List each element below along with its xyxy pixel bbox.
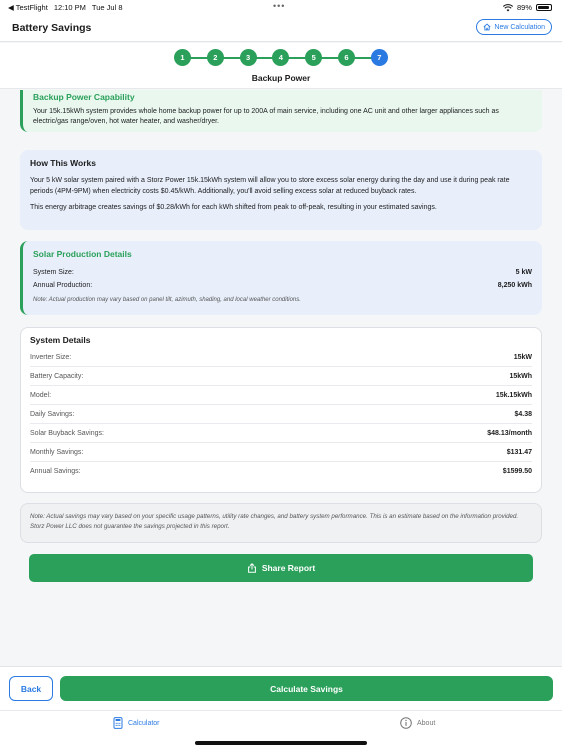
progress-stepper (0, 43, 562, 89)
system-detail-label: Solar Buyback Savings: (30, 429, 104, 437)
share-icon (247, 563, 257, 573)
page-title: Battery Savings (12, 22, 92, 34)
solar-production-title: Solar Production Details (33, 249, 132, 259)
system-detail-row (30, 386, 532, 405)
solar-production-card (20, 241, 542, 315)
back-to-testflight[interactable]: ◀ TestFlight (8, 3, 48, 12)
status-date: Tue Jul 8 (91, 3, 123, 12)
system-detail-value: 15kWh (509, 372, 532, 380)
bottom-action-bar (0, 666, 562, 710)
stepper-track (174, 49, 388, 67)
status-right (503, 3, 552, 12)
system-size-row (33, 266, 532, 279)
tab-calculator-label: Calculator (128, 719, 160, 727)
status-left (8, 3, 123, 12)
backup-power-text: Your 15k.15kWh system provides whole home backup power for up to 200A of main service, including one AC unit and other larger appliances such as electric/gas range/oven, hot water heater, and washer/dryer. (33, 108, 499, 125)
annual-production-label: Annual Production: (33, 282, 93, 289)
step-2: 2 (207, 49, 224, 66)
scroll-content[interactable] (0, 90, 562, 666)
savings-disclaimer: Note: Actual savings may vary based on your specific usage patterns, utility rate changes, and battery system performance. This is an estimate based on the information provided. Storz Power LLC does not guarantee the savings projected in this report. (20, 503, 542, 543)
system-detail-label: Battery Capacity: (30, 372, 84, 380)
status-bar (0, 0, 562, 14)
system-detail-label: Monthly Savings: (30, 448, 84, 456)
battery-percent: 89% (516, 3, 532, 12)
system-detail-label: Inverter Size: (30, 353, 72, 361)
battery-icon (536, 4, 552, 11)
system-detail-value: $131.47 (506, 448, 532, 456)
battery-level-fill (538, 6, 549, 9)
annual-production-value: 8,250 kWh (497, 282, 532, 289)
system-detail-value: 15kW (513, 353, 532, 361)
share-report-label: Share Report (261, 563, 316, 573)
how-this-works-paragraph-2: This energy arbitrage creates savings of $0.28/kWh for each kWh shifted from peak to off-peak, resulting in your estimated savings. (30, 204, 437, 211)
system-detail-value: $4.38 (514, 410, 532, 418)
solar-production-note: Note: Actual production may vary based on panel tilt, azimuth, shading, and local weather conditions. (33, 297, 301, 303)
how-this-works-card (20, 150, 542, 230)
step-4: 4 (272, 49, 289, 66)
step-7: 7 (371, 49, 388, 66)
backup-power-title: Backup Power Capability (33, 92, 135, 102)
step-5: 5 (305, 49, 322, 66)
new-calculation-label: New Calculation (494, 23, 545, 31)
how-this-works-title: How This Works (30, 158, 96, 168)
back-button[interactable]: Back (9, 676, 53, 701)
backup-power-card (20, 90, 542, 132)
system-size-label: System Size: (33, 269, 74, 276)
wifi-icon (503, 4, 513, 12)
system-detail-label: Daily Savings: (30, 410, 75, 418)
system-detail-row (30, 348, 532, 367)
system-detail-row (30, 443, 532, 462)
tab-about-label: About (417, 719, 436, 727)
system-detail-row (30, 462, 532, 481)
share-report-button[interactable] (29, 554, 533, 582)
how-this-works-paragraph-1: Your 5 kW solar system paired with a Storz Power 15k.15kWh system will allow you to store excess solar energy during the day and use it during peak rate periods (4PM-9PM) when electricity costs $0.45/kWh. Additionally, you'll avoid selling excess solar at reduced buyback rates. (30, 177, 510, 195)
new-calculation-button[interactable] (476, 19, 552, 35)
system-detail-label: Model: (30, 391, 52, 399)
status-time: 12:10 PM (53, 3, 86, 12)
navigation-bar (0, 14, 562, 42)
calculate-savings-button[interactable]: Calculate Savings (60, 676, 553, 701)
system-detail-label: Annual Savings: (30, 468, 81, 475)
annual-production-row (33, 279, 532, 292)
step-3: 3 (240, 49, 257, 66)
system-detail-row (30, 405, 532, 424)
system-details-card (20, 327, 542, 493)
step-6: 6 (338, 49, 355, 66)
tab-calculator[interactable] (113, 717, 160, 729)
system-details-list (30, 348, 532, 481)
calculator-icon (113, 717, 123, 729)
tab-about[interactable] (400, 717, 435, 729)
system-size-value: 5 kW (515, 269, 532, 276)
system-detail-value: 15k.15kWh (495, 391, 532, 399)
home-indicator (195, 741, 367, 745)
current-step-label: Backup Power (251, 73, 311, 83)
system-detail-row (30, 367, 532, 386)
step-1: 1 (174, 49, 191, 66)
multitasking-dots-icon[interactable]: ••• (273, 1, 286, 11)
system-details-title: System Details (30, 335, 91, 345)
system-detail-value: $48.13/month (487, 429, 532, 437)
system-detail-value: $1599.50 (502, 468, 532, 475)
system-detail-row (30, 424, 532, 443)
home-icon (483, 23, 491, 31)
info-icon (400, 717, 412, 729)
